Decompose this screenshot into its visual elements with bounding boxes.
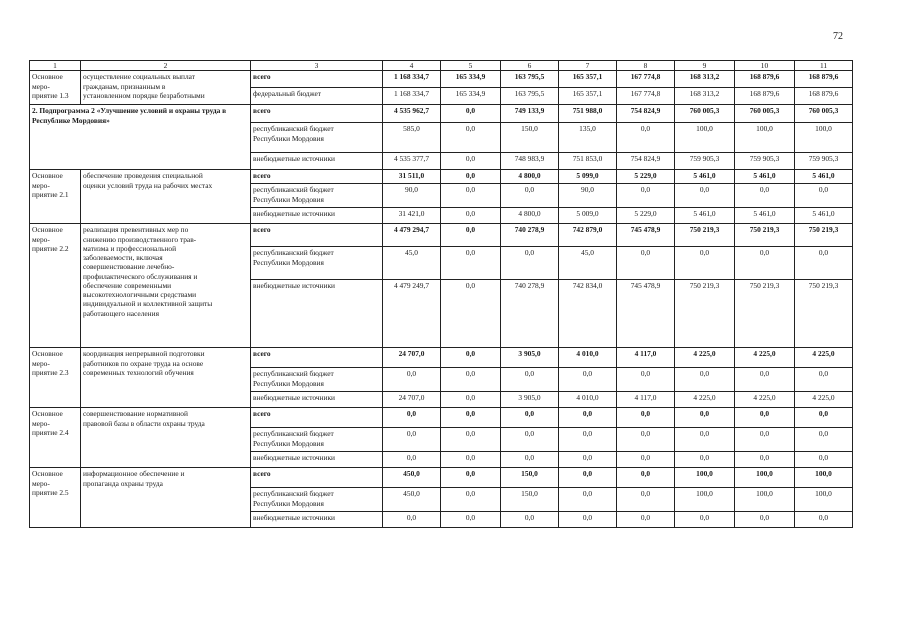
column-number: 5 <box>441 61 501 71</box>
amount-cell: 0,0 <box>501 184 559 208</box>
amount-cell: 750 219,3 <box>735 224 795 247</box>
amount-cell: 0,0 <box>735 428 795 452</box>
amount-cell: 751 853,0 <box>559 153 617 170</box>
amount-cell: 0,0 <box>675 512 735 528</box>
amount-cell: 754 824,9 <box>617 153 675 170</box>
amount-cell: 5 461,0 <box>675 208 735 224</box>
amount-cell: 749 133,9 <box>501 105 559 123</box>
amount-cell: 0,0 <box>559 452 617 468</box>
table-row <box>30 468 853 488</box>
table-row <box>30 348 853 368</box>
funding-source: внебюджетные источники <box>251 280 383 348</box>
amount-cell: 100,0 <box>675 468 735 488</box>
funding-source: республиканский бюджет Республики Мордовия <box>251 488 383 512</box>
amount-cell: 31 511,0 <box>383 170 441 184</box>
amount-cell: 0,0 <box>617 452 675 468</box>
amount-cell: 0,0 <box>501 452 559 468</box>
amount-cell: 168 879,6 <box>795 71 853 88</box>
amount-cell: 0,0 <box>795 368 853 392</box>
amount-cell: 100,0 <box>795 123 853 153</box>
amount-cell: 168 879,6 <box>735 88 795 105</box>
amount-cell: 5 229,0 <box>617 208 675 224</box>
column-number: 6 <box>501 61 559 71</box>
amount-cell: 0,0 <box>795 452 853 468</box>
funding-source: всего <box>251 224 383 247</box>
amount-cell: 0,0 <box>441 428 501 452</box>
amount-cell: 745 478,9 <box>617 224 675 247</box>
amount-cell: 100,0 <box>795 468 853 488</box>
amount-cell: 0,0 <box>617 408 675 428</box>
amount-cell: 0,0 <box>501 247 559 280</box>
amount-cell: 0,0 <box>559 428 617 452</box>
amount-cell: 0,0 <box>501 408 559 428</box>
measure-code: Основное меро- приятие 1.3 <box>30 71 81 105</box>
measure-code: Основное меро- приятие 2.1 <box>30 170 81 224</box>
amount-cell: 0,0 <box>795 408 853 428</box>
amount-cell: 5 461,0 <box>795 170 853 184</box>
amount-cell: 759 905,3 <box>675 153 735 170</box>
amount-cell: 740 278,9 <box>501 280 559 348</box>
funding-source: всего <box>251 71 383 88</box>
amount-cell: 0,0 <box>441 488 501 512</box>
amount-cell: 0,0 <box>617 512 675 528</box>
amount-cell: 0,0 <box>559 488 617 512</box>
amount-cell: 168 879,6 <box>795 88 853 105</box>
measure-code: Основное меро- приятие 2.5 <box>30 468 81 528</box>
page-number: 72 <box>833 31 843 42</box>
amount-cell: 0,0 <box>675 368 735 392</box>
amount-cell: 4 225,0 <box>795 348 853 368</box>
amount-cell: 1 168 334,7 <box>383 71 441 88</box>
funding-source: всего <box>251 348 383 368</box>
amount-cell: 750 219,3 <box>675 224 735 247</box>
amount-cell: 45,0 <box>383 247 441 280</box>
amount-cell: 4 535 962,7 <box>383 105 441 123</box>
amount-cell: 0,0 <box>735 368 795 392</box>
funding-source: внебюджетные источники <box>251 392 383 408</box>
amount-cell: 168 879,6 <box>735 71 795 88</box>
funding-source: республиканский бюджет Республики Мордовия <box>251 123 383 153</box>
measure-description: осуществление социальных выплат гражданам, признанным в установленном порядке безработными <box>81 71 251 105</box>
amount-cell: 150,0 <box>501 488 559 512</box>
amount-cell: 0,0 <box>441 348 501 368</box>
amount-cell: 90,0 <box>383 184 441 208</box>
amount-cell: 0,0 <box>441 153 501 170</box>
amount-cell: 4 117,0 <box>617 392 675 408</box>
funding-source: республиканский бюджет Республики Мордовия <box>251 428 383 452</box>
column-number: 1 <box>30 61 81 71</box>
amount-cell: 163 795,5 <box>501 88 559 105</box>
column-number: 10 <box>735 61 795 71</box>
amount-cell: 5 461,0 <box>735 170 795 184</box>
amount-cell: 0,0 <box>501 428 559 452</box>
column-number: 11 <box>795 61 853 71</box>
amount-cell: 135,0 <box>559 123 617 153</box>
amount-cell: 0,0 <box>675 408 735 428</box>
amount-cell: 168 313,2 <box>675 71 735 88</box>
amount-cell: 150,0 <box>501 468 559 488</box>
amount-cell: 745 478,9 <box>617 280 675 348</box>
funding-source: внебюджетные источники <box>251 452 383 468</box>
amount-cell: 0,0 <box>735 452 795 468</box>
amount-cell: 5 099,0 <box>559 170 617 184</box>
amount-cell: 4 479 249,7 <box>383 280 441 348</box>
amount-cell: 165 357,1 <box>559 71 617 88</box>
amount-cell: 165 357,1 <box>559 88 617 105</box>
column-number: 2 <box>81 61 251 71</box>
amount-cell: 0,0 <box>559 468 617 488</box>
table-row <box>30 105 853 123</box>
amount-cell: 167 774,8 <box>617 88 675 105</box>
amount-cell: 31 421,0 <box>383 208 441 224</box>
amount-cell: 0,0 <box>441 123 501 153</box>
amount-cell: 4 010,0 <box>559 348 617 368</box>
amount-cell: 100,0 <box>675 123 735 153</box>
table-row <box>30 71 853 88</box>
amount-cell: 0,0 <box>383 368 441 392</box>
amount-cell: 759 905,3 <box>735 153 795 170</box>
amount-cell: 748 983,9 <box>501 153 559 170</box>
amount-cell: 0,0 <box>441 512 501 528</box>
amount-cell: 760 005,3 <box>795 105 853 123</box>
funding-source: всего <box>251 105 383 123</box>
column-number: 8 <box>617 61 675 71</box>
funding-source: внебюджетные источники <box>251 208 383 224</box>
amount-cell: 0,0 <box>441 208 501 224</box>
amount-cell: 3 905,0 <box>501 392 559 408</box>
amount-cell: 0,0 <box>617 184 675 208</box>
column-number: 7 <box>559 61 617 71</box>
amount-cell: 100,0 <box>735 468 795 488</box>
amount-cell: 0,0 <box>383 512 441 528</box>
amount-cell: 1 168 334,7 <box>383 88 441 105</box>
measure-description: совершенствование нормативной правовой базы в области охраны труда <box>81 408 251 468</box>
subprogram-title: 2. Подпрограмма 2 «Улучшение условий и охраны труда в Республике Мордовия» <box>30 105 251 170</box>
amount-cell: 5 461,0 <box>795 208 853 224</box>
amount-cell: 0,0 <box>559 512 617 528</box>
amount-cell: 100,0 <box>675 488 735 512</box>
amount-cell: 0,0 <box>735 512 795 528</box>
amount-cell: 165 334,9 <box>441 71 501 88</box>
amount-cell: 167 774,8 <box>617 71 675 88</box>
amount-cell: 754 824,9 <box>617 105 675 123</box>
amount-cell: 450,0 <box>383 468 441 488</box>
amount-cell: 0,0 <box>441 408 501 428</box>
amount-cell: 0,0 <box>735 184 795 208</box>
funding-source: всего <box>251 170 383 184</box>
funding-source: всего <box>251 468 383 488</box>
funding-source: федеральный бюджет <box>251 88 383 105</box>
amount-cell: 165 334,9 <box>441 88 501 105</box>
amount-cell: 3 905,0 <box>501 348 559 368</box>
amount-cell: 0,0 <box>441 105 501 123</box>
amount-cell: 0,0 <box>559 408 617 428</box>
amount-cell: 0,0 <box>795 247 853 280</box>
amount-cell: 0,0 <box>441 224 501 247</box>
amount-cell: 0,0 <box>795 512 853 528</box>
amount-cell: 150,0 <box>501 123 559 153</box>
amount-cell: 4 225,0 <box>675 348 735 368</box>
amount-cell: 4 117,0 <box>617 348 675 368</box>
amount-cell: 0,0 <box>383 408 441 428</box>
amount-cell: 163 795,5 <box>501 71 559 88</box>
amount-cell: 168 313,2 <box>675 88 735 105</box>
amount-cell: 4 225,0 <box>675 392 735 408</box>
funding-source: внебюджетные источники <box>251 512 383 528</box>
measure-description: реализация превентивных мер по снижению производственного трав- матизма и профессиональной заболеваемости, включая совершенствование лечебно- профилактического обслуживания и обеспечение современными высокотехнологичными средствами индивидуальной и коллективной защиты работающего населения <box>81 224 251 348</box>
amount-cell: 0,0 <box>383 428 441 452</box>
amount-cell: 4 800,0 <box>501 208 559 224</box>
amount-cell: 760 005,3 <box>675 105 735 123</box>
amount-cell: 24 707,0 <box>383 348 441 368</box>
amount-cell: 0,0 <box>441 392 501 408</box>
amount-cell: 0,0 <box>675 247 735 280</box>
measure-code: Основное меро- приятие 2.4 <box>30 408 81 468</box>
amount-cell: 24 707,0 <box>383 392 441 408</box>
measure-code: Основное меро- приятие 2.3 <box>30 348 81 408</box>
amount-cell: 4 010,0 <box>559 392 617 408</box>
amount-cell: 0,0 <box>441 170 501 184</box>
amount-cell: 0,0 <box>617 123 675 153</box>
amount-cell: 759 905,3 <box>795 153 853 170</box>
amount-cell: 100,0 <box>735 123 795 153</box>
amount-cell: 5 009,0 <box>559 208 617 224</box>
table-row <box>30 170 853 184</box>
amount-cell: 4 225,0 <box>795 392 853 408</box>
amount-cell: 5 229,0 <box>617 170 675 184</box>
amount-cell: 0,0 <box>441 280 501 348</box>
amount-cell: 0,0 <box>617 488 675 512</box>
funding-source: внебюджетные источники <box>251 153 383 170</box>
amount-cell: 0,0 <box>441 368 501 392</box>
amount-cell: 100,0 <box>735 488 795 512</box>
amount-cell: 4 225,0 <box>735 348 795 368</box>
column-number-row <box>30 61 853 71</box>
funding-source: всего <box>251 408 383 428</box>
amount-cell: 5 461,0 <box>735 208 795 224</box>
amount-cell: 0,0 <box>501 368 559 392</box>
amount-cell: 0,0 <box>617 468 675 488</box>
amount-cell: 0,0 <box>441 468 501 488</box>
amount-cell: 750 219,3 <box>675 280 735 348</box>
amount-cell: 0,0 <box>559 368 617 392</box>
amount-cell: 750 219,3 <box>795 224 853 247</box>
amount-cell: 0,0 <box>675 428 735 452</box>
amount-cell: 45,0 <box>559 247 617 280</box>
amount-cell: 0,0 <box>501 512 559 528</box>
amount-cell: 0,0 <box>441 184 501 208</box>
funding-source: республиканский бюджет Республики Мордовия <box>251 247 383 280</box>
measure-description: информационное обеспечение и пропаганда охраны труда <box>81 468 251 528</box>
funding-source: республиканский бюджет Республики Мордовия <box>251 368 383 392</box>
amount-cell: 100,0 <box>795 488 853 512</box>
amount-cell: 0,0 <box>383 452 441 468</box>
amount-cell: 585,0 <box>383 123 441 153</box>
amount-cell: 4 225,0 <box>735 392 795 408</box>
amount-cell: 0,0 <box>617 428 675 452</box>
amount-cell: 4 535 377,7 <box>383 153 441 170</box>
column-number: 4 <box>383 61 441 71</box>
amount-cell: 0,0 <box>617 368 675 392</box>
table-row <box>30 408 853 428</box>
amount-cell: 0,0 <box>735 247 795 280</box>
amount-cell: 4 800,0 <box>501 170 559 184</box>
amount-cell: 4 479 294,7 <box>383 224 441 247</box>
table-row <box>30 224 853 247</box>
measure-description: координация непрерывной подготовки работников по охране труда на основе современных технологий обучения <box>81 348 251 408</box>
column-number: 3 <box>251 61 383 71</box>
budget-table <box>29 60 853 528</box>
amount-cell: 0,0 <box>735 408 795 428</box>
measure-description: обеспечение проведения специальной оценки условий труда на рабочих местах <box>81 170 251 224</box>
amount-cell: 0,0 <box>441 247 501 280</box>
amount-cell: 0,0 <box>675 184 735 208</box>
column-number: 9 <box>675 61 735 71</box>
amount-cell: 90,0 <box>559 184 617 208</box>
amount-cell: 0,0 <box>795 184 853 208</box>
amount-cell: 750 219,3 <box>735 280 795 348</box>
amount-cell: 5 461,0 <box>675 170 735 184</box>
amount-cell: 740 278,9 <box>501 224 559 247</box>
amount-cell: 450,0 <box>383 488 441 512</box>
amount-cell: 0,0 <box>617 247 675 280</box>
amount-cell: 0,0 <box>795 428 853 452</box>
amount-cell: 760 005,3 <box>735 105 795 123</box>
measure-code: Основное меро- приятие 2.2 <box>30 224 81 348</box>
amount-cell: 750 219,3 <box>795 280 853 348</box>
funding-source: республиканский бюджет Республики Мордовия <box>251 184 383 208</box>
amount-cell: 0,0 <box>441 452 501 468</box>
amount-cell: 0,0 <box>675 452 735 468</box>
amount-cell: 742 879,0 <box>559 224 617 247</box>
amount-cell: 751 988,0 <box>559 105 617 123</box>
amount-cell: 742 834,0 <box>559 280 617 348</box>
